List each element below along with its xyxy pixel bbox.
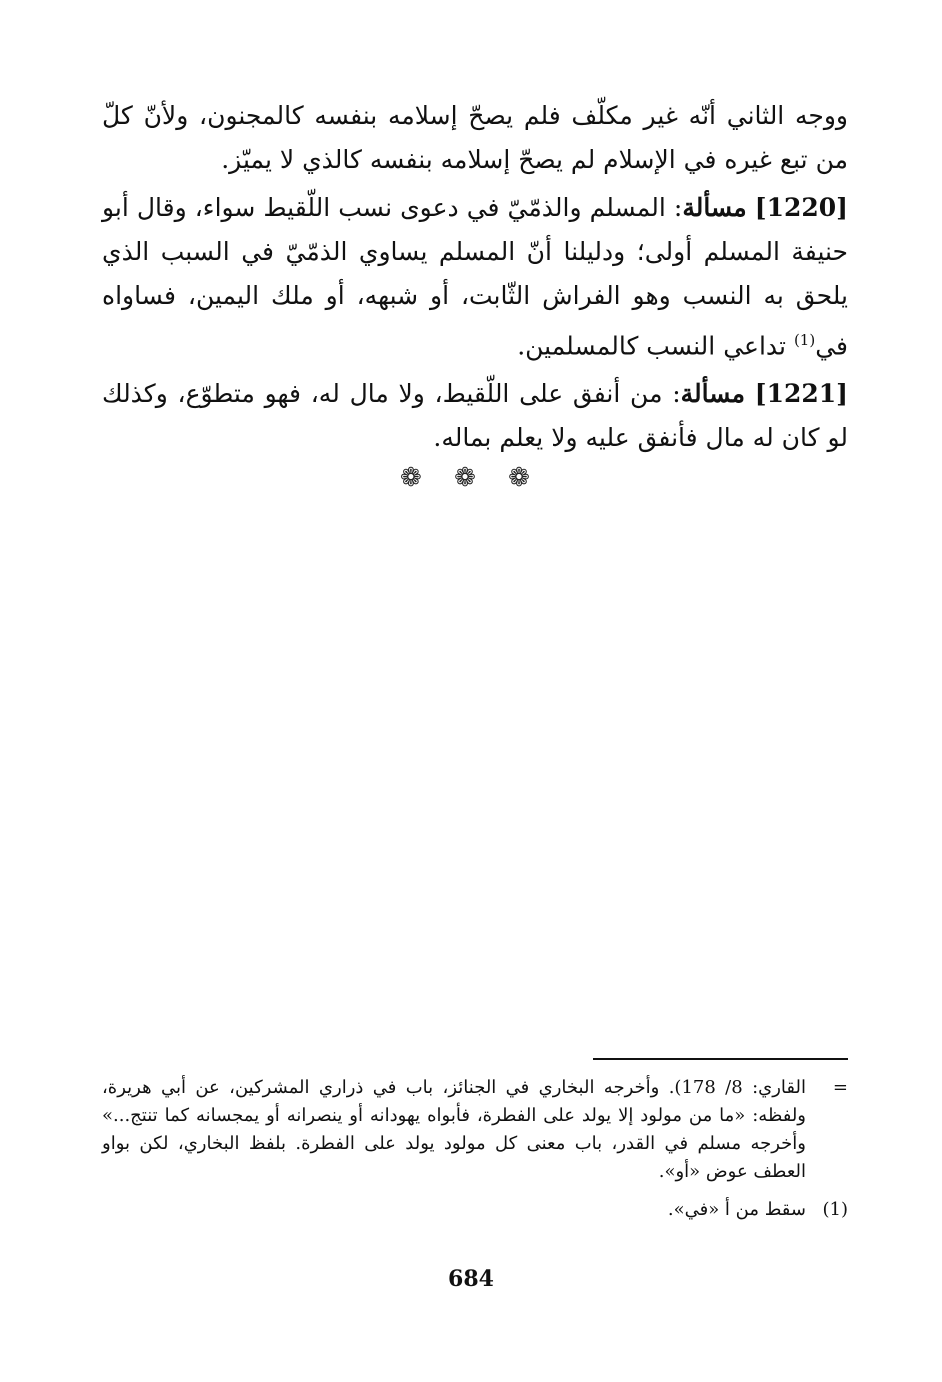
section-ornament-icon: ❁ ❁ ❁ [400, 463, 542, 493]
issue-1220-text-b: تداعي النسب كالمسلمين. [517, 331, 794, 361]
continuation-mark: = [832, 1077, 848, 1098]
main-text [102, 94, 848, 464]
footnote-divider [593, 1058, 848, 1060]
issue-1220-text-a: : المسلم والذمّيّ في دعوى نسب اللّقيط سواء، وقال أبو حنيفة المسلم أولى؛ ودليلنا أنّ المسلم يساوي الذمّيّ في السبب الذي يلحق به النسب وهو الفراش الثّابت، أو شبهه، أو ملك اليمين، فساواه في [102, 193, 848, 361]
footnote-1-mark: (1) [822, 1199, 848, 1220]
page-number: 684 [448, 1266, 494, 1292]
footnote-1 [102, 1196, 848, 1224]
continuation-text: القاري: 8/ 178). وأخرجه البخاري في الجنائز، باب في ذراري المشركين، عن أبي هريرة، ولفظه: «ما من مولود إلا يولد على الفطرة، فأبواه يهودانه أو ينصرانه أو يمجسانه كما تنتج...» وأخرجه مسلم في القدر، باب معنى كل مولود يولد على الفطرة. بلفظ البخاري، لكن بواو العطف عوض «أو». [102, 1077, 806, 1182]
issue-label-1221: مسألة [680, 379, 745, 409]
paragraph-1-text: ووجه الثاني أنّه غير مكلّف فلم يصحّ إسلامه بنفسه كالمجنون، ولأنّ كلّ من تبع غيره في الإسلام لم يصحّ إسلامه بنفسه كالذي لا يميّز. [102, 101, 848, 174]
footnotes [102, 1074, 848, 1224]
issue-number-1221: [1221] [754, 379, 848, 409]
paragraph-issue-1221 [102, 372, 848, 460]
issue-number-1220: [1220] [754, 193, 848, 222]
issue-label-1220: مسألة [682, 193, 747, 222]
footnote-continuation [102, 1074, 848, 1186]
issue-1221-text: : من أنفق على اللّقيط، ولا مال له، فهو متطوّع، وكذلك لو كان له مال فأنفق عليه ولا يعلم بماله. [102, 379, 848, 453]
paragraph-issue-1220 [102, 186, 848, 368]
paragraph-1 [102, 94, 848, 182]
footnote-ref-1[interactable]: (1) [793, 331, 816, 349]
footnote-1-text: سقط من أ «في». [667, 1199, 806, 1220]
